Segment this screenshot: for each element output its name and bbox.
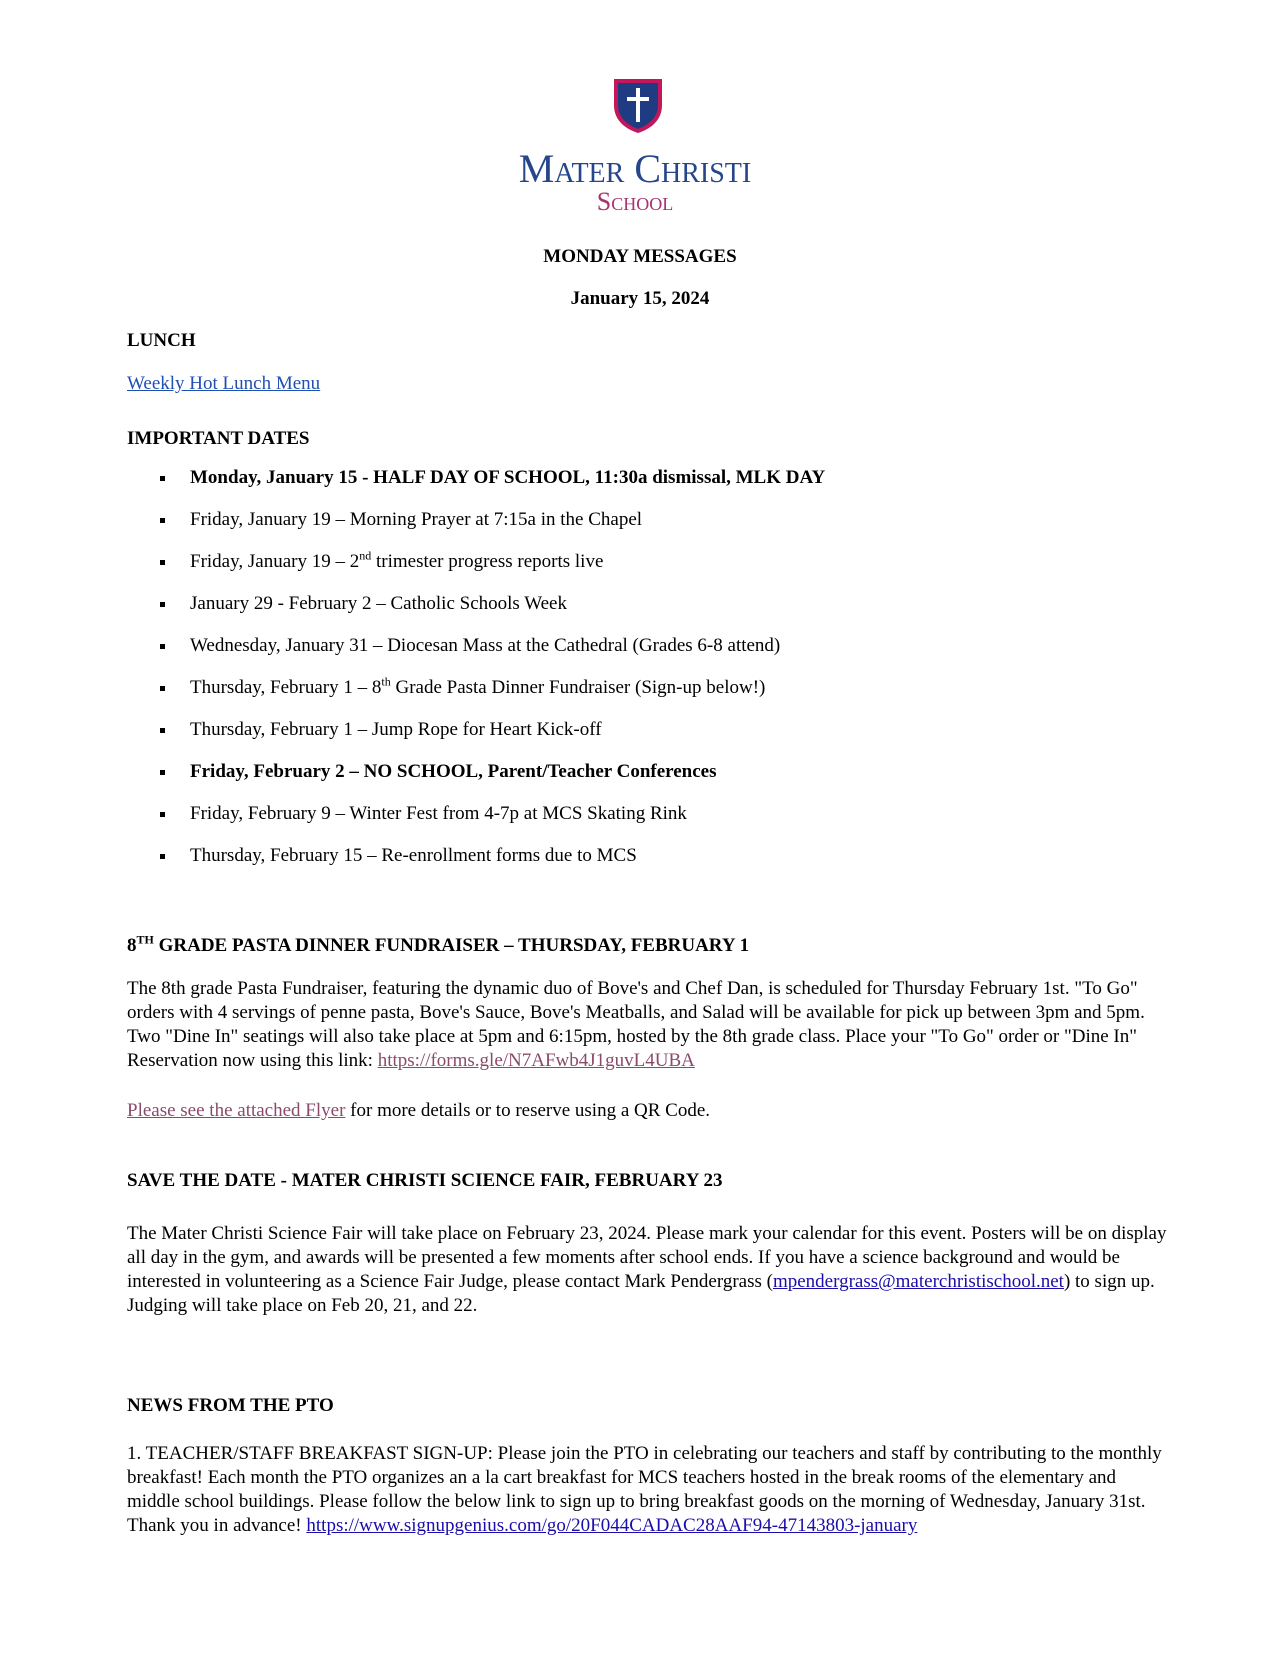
date-item-sup: th [381,674,391,689]
pto-body: 1. TEACHER/STAFF BREAKFAST SIGN-UP: Please join the PTO in celebrating our teachers and staff by contributing to the monthly breakfast! Each month the PTO organizes an a la cart breakfast for MCS teachers hosted in the break rooms of the elementary and middle school buildings. Please follow the below link to sign up to bring breakfast goods on the morning of Wednesday, January 31st. Thank you in advance! [127,1443,1162,1536]
lunch-menu-link-row [127,373,320,395]
date-item-text: Monday, January 15 - HALF DAY OF SCHOOL, 11:30a dismissal, MLK DAY [190,467,826,488]
bullet-icon [160,770,165,775]
bullet-icon [160,476,165,481]
pasta-heading-text: GRADE PASTA DINNER FUNDRAISER – THURSDAY, FEBRUARY 1 [153,935,750,956]
page-date: January 15, 2024 [570,288,710,309]
bullet-icon [160,560,165,565]
date-item-text: Thursday, February 1 – Jump Rope for Heart Kick-off [190,719,602,740]
bullet-icon [160,602,165,607]
date-item-text: Wednesday, January 31 – Diocesan Mass at the Cathedral (Grades 6-8 attend) [190,635,781,656]
date-item [127,466,825,508]
date-item [127,676,825,718]
date-item [127,802,825,844]
date-item-text: Friday, February 9 – Winter Fest from 4-7p at MCS Skating Rink [190,803,687,824]
bullet-icon [160,728,165,733]
dates-list [127,466,825,886]
date-item [127,718,825,760]
pto-heading: NEWS FROM THE PTO [127,1395,334,1416]
date-item [127,508,825,550]
date-item-text: Friday, January 19 – 2 [190,551,360,572]
pasta-heading-num: 8 [127,935,137,956]
date-item-text: Thursday, February 1 – 8 [190,677,382,698]
logo-school-sub: School [596,187,674,216]
science-email-link[interactable]: mpendergrass@materchristischool.net [772,1271,1064,1292]
pasta-flyer-paragraph [127,1099,1167,1123]
science-body-pre: The Mater Christi Science Fair will take place on February 23, 2024. Please mark your calendar for this event. Posters will be on display all day in the gym, and awards will be presented a few moments after school ends. If you have a science background and would be interested in volunteering as a Science Fair Judge, please contact Mark Pendergrass ( [127,1223,1167,1292]
bullet-icon [160,854,165,859]
school-logo [505,75,765,215]
shield-cross-icon [612,75,664,135]
pasta-paragraph [127,977,1167,1073]
date-item-text: January 29 - February 2 – Catholic Schools Week [190,593,567,614]
pasta-form-link[interactable]: https://forms.gle/N7AFwb4J1guvL4UBA [377,1050,695,1071]
lunch-heading: LUNCH [127,330,196,351]
date-item [127,592,825,634]
science-body-post: ) to sign up. Judging will take place on Feb 20, 21, and 22. [127,1271,1155,1316]
date-item-text: Thursday, February 15 – Re-enrollment forms due to MCS [190,845,637,866]
date-item-text-post: Grade Pasta Dinner Fundraiser (Sign-up below!) [390,677,766,698]
pasta-body: The 8th grade Pasta Fundraiser, featuring the dynamic duo of Bove's and Chef Dan, is scheduled for Thursday February 1st. "To Go" orders with 4 servings of penne pasta, Bove's Sauce, Bove's Meatballs, and Salad will be available for pick up between 3pm and 5pm. Two "Dine In" seatings will also take place at 5pm and 6:15pm, hosted by the 8th grade class. Place your "To Go" order or "Dine In" Reservation now using this link: [127,978,1145,1071]
page-title: MONDAY MESSAGES [543,246,737,267]
lunch-menu-link[interactable]: Weekly Hot Lunch Menu [127,373,321,394]
date-item [127,760,825,802]
bullet-icon [160,518,165,523]
bullet-icon [160,644,165,649]
logo-school-name: Mater Christi [518,146,752,191]
bullet-icon [160,686,165,691]
pasta-flyer-rest: for more details or to reserve using a QR Code. [345,1100,711,1121]
dates-heading: IMPORTANT DATES [127,428,310,449]
date-item [127,550,825,592]
pto-paragraph [127,1442,1167,1538]
pasta-heading [127,932,750,957]
science-heading: SAVE THE DATE - MATER CHRISTI SCIENCE FAIR, FEBRUARY 23 [127,1170,723,1191]
pasta-heading-sup: TH [136,932,154,947]
date-item [127,634,825,676]
date-item-text-post: trimester progress reports live [371,551,604,572]
bullet-icon [160,812,165,817]
date-item-text: Friday, February 2 – NO SCHOOL, Parent/Teacher Conferences [190,761,717,782]
date-item [127,844,825,886]
date-item-text: Friday, January 19 – Morning Prayer at 7:15a in the Chapel [190,509,643,530]
pasta-flyer-link[interactable]: Please see the attached Flyer [127,1100,346,1121]
science-paragraph [127,1222,1167,1318]
pto-signup-link[interactable]: https://www.signupgenius.com/go/20F044CADAC28AAF94-47143803-january [306,1515,918,1536]
date-item-sup: nd [359,548,372,563]
